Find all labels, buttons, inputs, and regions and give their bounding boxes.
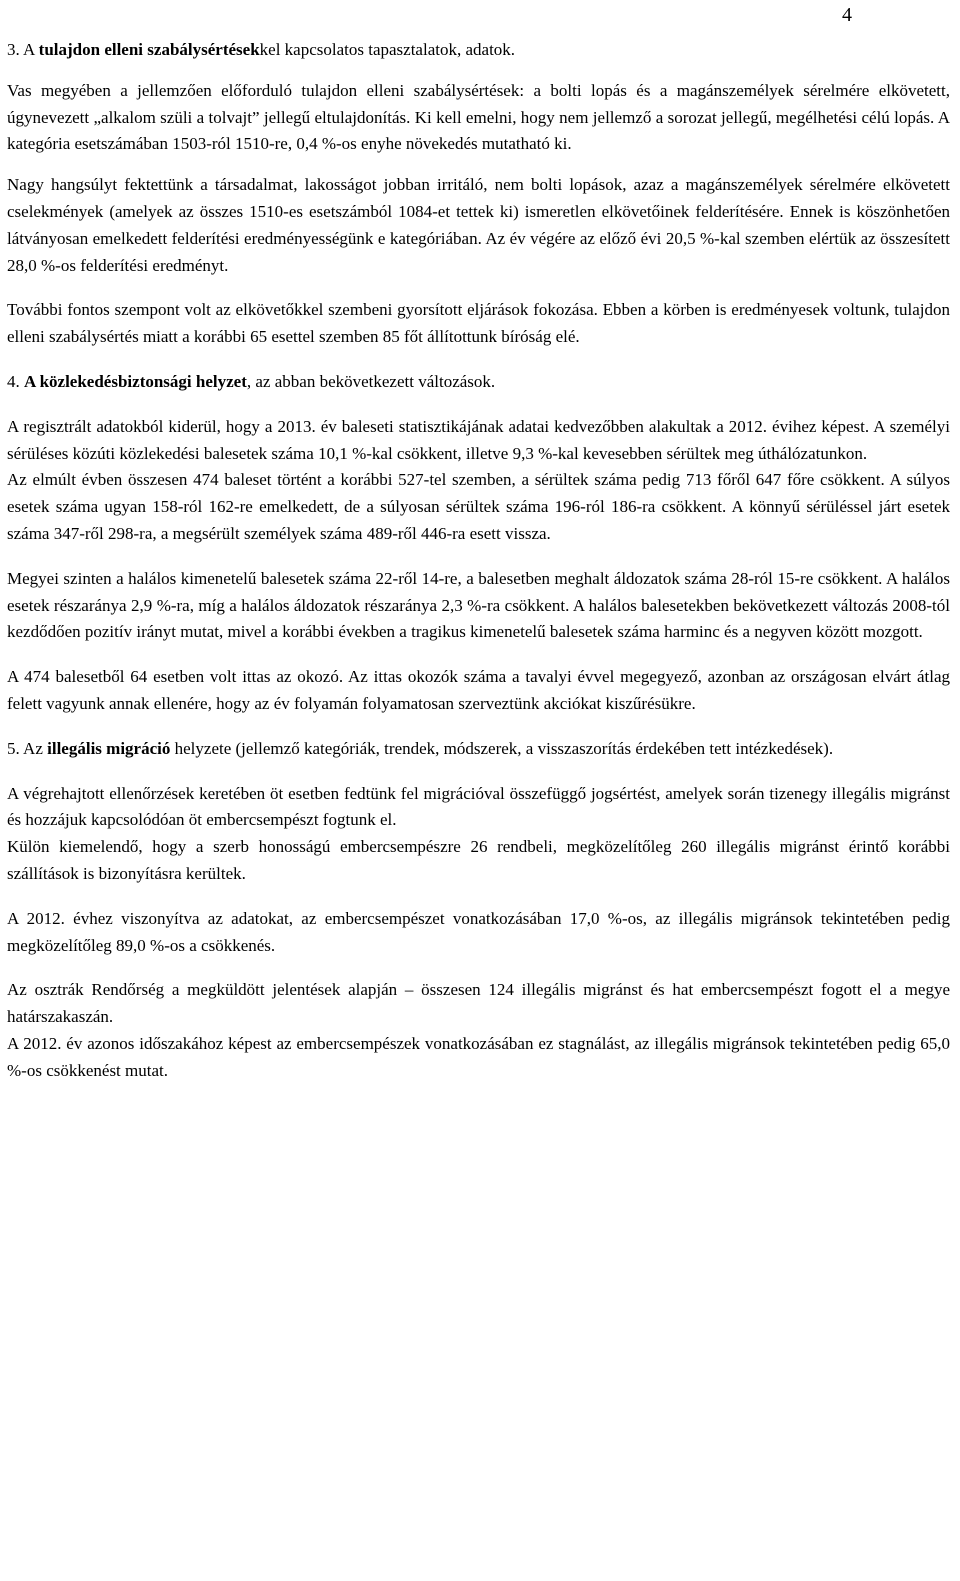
section-3-heading [7,37,950,64]
paragraph: A 2012. év azonos időszakához képest az embercsempészek vonatkozásában ez stagnálást, az illegális migránsok tekintetében pedig 65,0 %-os csökkenést mutat. [7,1033,950,1080]
paragraph: Megyei szinten a halálos kimenetelű balesetek száma 22-ről 14-re, a balesetben meghalt áldozatok száma 28-ról 15-re csökkent. A halálos esetek részaránya 2,9 %-ra, míg a halálos áldozatok részaránya 2,3 %-ra csökkent. A halálos balesetekben bekövetkezett változás 2008-tól kezdődően pozitív irányt mutat, mivel a korábbi években a tragikus kimenetelű balesetek száma harminc és a negyven között mozgott. [7,568,950,642]
section-heading-text: , az abban bekövetkezett változások. [246,371,496,391]
page-number: 4 [842,4,852,26]
section-bold-term: A közlekedésbiztonsági helyzet [24,371,247,391]
section-4-heading [7,369,950,396]
paragraph: Az osztrák Rendőrség a megküldött jelentések alapján – összesen 124 illegális migránst és hat embercsempészt fogott el a megye határszakaszán. [7,980,950,1027]
paragraph: A végrehajtott ellenőrzések keretében öt esetben fedtünk fel migrációval összefüggő jogsértést, amelyek során tizenegy illegális migránst és hozzájuk kapcsolódóan öt embercsempészt fogtunk el. [7,783,950,830]
section-heading-text: kel kapcsolatos tapasztalatok, adatok. [259,40,516,59]
paragraph: További fontos szempont volt az elkövetőkkel szembeni gyorsított eljárások fokozása. Ebben a körben is eredményesek voltunk, tulajdon elleni szabálysértés miatt a korábbi 65 esettel szemben 85 főt állítottunk bíróság elé. [7,300,950,347]
section-number: 4. [7,371,24,391]
document-body [7,37,950,1085]
section-5-heading [7,736,950,763]
section-bold-term: tulajdon elleni szabálysértések [38,40,260,59]
section-number: 3. A [7,40,39,59]
section-bold-term: illegális migráció [47,738,171,758]
paragraph: Nagy hangsúlyt fektettünk a társadalmat, lakosságot jobban irritáló, nem bolti lopások, azaz a magánszemélyek sérelmére elkövetett cselekmények (amelyek az összes 1510-es esetszámból 1084-et tettek ki) ismeretlen elkövetőinek felderítésére. Ennek is köszönhetően látványosan emelkedett felderítési eredményességünk e kategóriában. Az év végére az előző évi 20,5 %-kal szemben elértük az összesített 28,0 %-os felderítési eredményt. [7,175,950,275]
paragraph: A regisztrált adatokból kiderül, hogy a 2013. év baleseti statisztikájának adatai kedvezőbben alakultak a 2012. évihez képest. A személyi sérüléses közúti közlekedési balesetek száma 10,1 %-kal csökkent, illetve 9,3 %-kal kevesebben sérültek meg úthálózatunkon. [7,416,950,463]
paragraph: Az elmúlt évben összesen 474 baleset történt a korábbi 527-tel szemben, a sérültek száma pedig 713 főről 647 főre csökkent. A súlyos esetek száma ugyan 158-ról 162-re emelkedett, de a súlyosan sérültek száma 196-ról 186-ra csökkent. A könnyű sérüléssel járt esetek száma 347-ről 298-ra, a megsérült személyek száma 489-ről 446-ra esett vissza. [7,470,950,543]
paragraph: A 2012. évhez viszonyítva az adatokat, az embercsempészet vonatkozásában 17,0 %-os, az illegális migránsok tekintetében pedig megközelítőleg 89,0 %-os a csökkenés. [7,908,950,955]
section-heading-text: helyzete (jellemző kategóriák, trendek, módszerek, a visszaszorítás érdekében tett intézkedések). [170,738,834,758]
paragraph: Vas megyében a jellemzően előforduló tulajdon elleni szabálysértések: a bolti lopás és a magánszemélyek sérelmére elkövetett, úgynevezett „alkalom szüli a tolvajt” jellegű eltulajdonítás. Ki kell emelni, hogy nem jellemző a sorozat jellegű, megélhetési célú lopás. A kategória esetszámában 1503-ról 1510-re, 0,4 %-os enyhe növekedés mutatható ki. [7,80,950,154]
paragraph: Külön kiemelendő, hogy a szerb honosságú embercsempészre 26 rendbeli, megközelítőleg 260 illegális migránst érintő korábbi szállítások is bizonyításra kerültek. [7,837,950,883]
section-number: 5. Az [7,738,48,758]
paragraph: A 474 balesetből 64 esetben volt ittas az okozó. Az ittas okozók száma a tavalyi évvel megegyező, azonban az országosan elvárt átlag felett vagyunk annak ellenére, hogy az év folyamán folyamatosan szerveztünk akciókat kiszűrésükre. [7,667,950,713]
